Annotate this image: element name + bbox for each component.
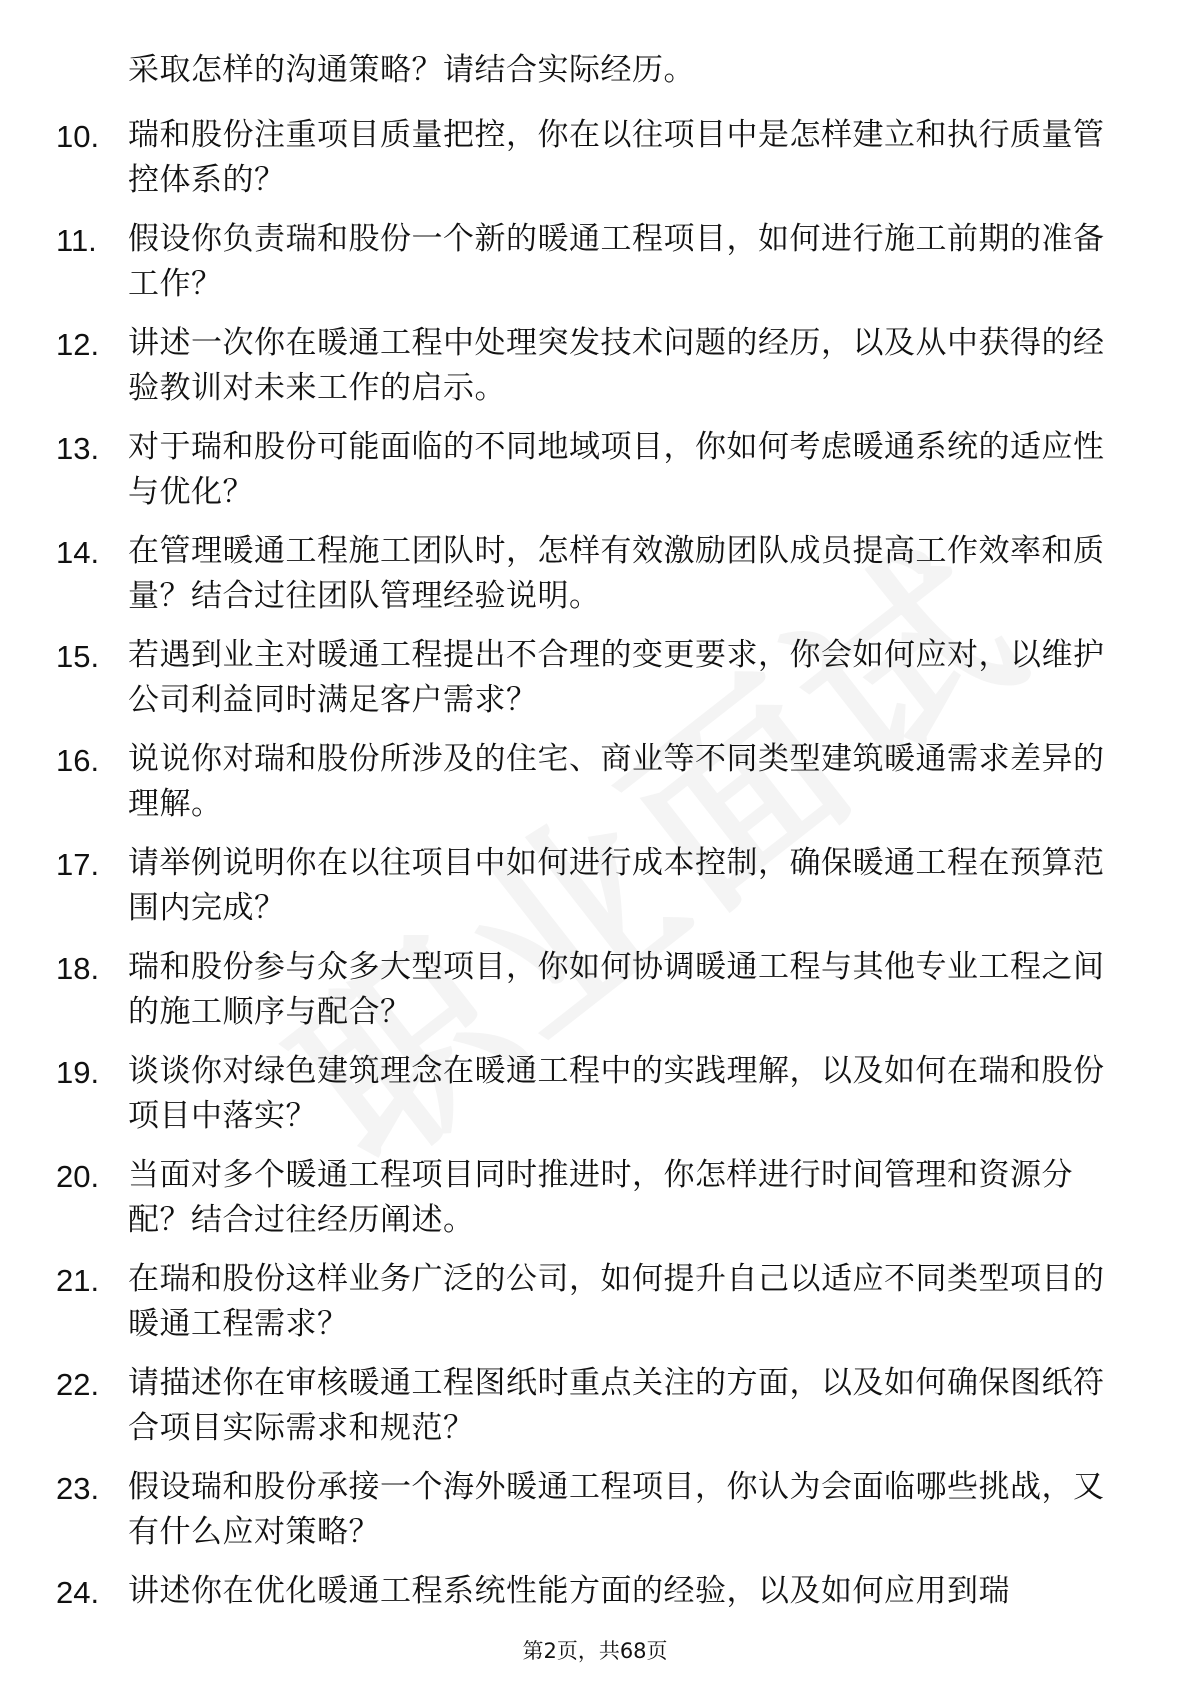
list-item <box>0 633 1190 737</box>
list-item <box>0 1257 1190 1361</box>
question-text: 对于瑞和股份可能面临的不同地域项目，你如何考虑暖通系统的适应性与优化？ <box>128 429 1105 510</box>
question-text: 在管理暖通工程施工团队时，怎样有效激励团队成员提高工作效率和质量？结合过往团队管理经验说明。 <box>128 533 1105 614</box>
question-text: 请描述你在审核暖通工程图纸时重点关注的方面，以及如何确保图纸符合项目实际需求和规范？ <box>128 1365 1105 1446</box>
question-number: 15. <box>56 639 100 674</box>
list-item <box>0 1153 1190 1257</box>
list-item <box>0 737 1190 841</box>
question-text: 假设瑞和股份承接一个海外暖通工程项目，你认为会面临哪些挑战，又有什么应对策略？ <box>128 1469 1105 1550</box>
question-number: 19. <box>56 1055 100 1090</box>
question-number: 20. <box>56 1159 100 1194</box>
list-item <box>0 217 1190 321</box>
question-text: 说说你对瑞和股份所涉及的住宅、商业等不同类型建筑暖通需求差异的理解。 <box>128 741 1105 822</box>
question-text: 瑞和股份注重项目质量把控，你在以往项目中是怎样建立和执行质量管控体系的？ <box>128 117 1105 198</box>
question-number: 13. <box>56 431 100 466</box>
question-number: 18. <box>56 951 100 986</box>
list-item <box>0 321 1190 425</box>
question-text: 瑞和股份参与众多大型项目，你如何协调暖通工程与其他专业工程之间的施工顺序与配合？ <box>128 949 1105 1030</box>
question-number: 21. <box>56 1263 100 1298</box>
question-number: 23. <box>56 1471 100 1506</box>
question-number: 11. <box>56 223 97 258</box>
question-text: 当面对多个暖通工程项目同时推进时，你怎样进行时间管理和资源分配？结合过往经历阐述。 <box>128 1157 1073 1238</box>
list-item <box>0 425 1190 529</box>
list-item <box>0 113 1190 217</box>
question-text: 讲述一次你在暖通工程中处理突发技术问题的经历，以及从中获得的经验教训对未来工作的启示。 <box>128 325 1105 406</box>
question-number: 22. <box>56 1367 100 1402</box>
question-text: 谈谈你对绿色建筑理念在暖通工程中的实践理解，以及如何在瑞和股份项目中落实？ <box>128 1053 1105 1134</box>
question-number: 14. <box>56 535 100 570</box>
question-text: 在瑞和股份这样业务广泛的公司，如何提升自己以适应不同类型项目的暖通工程需求？ <box>128 1261 1105 1342</box>
question-number: 10. <box>56 119 100 154</box>
question-list <box>0 113 1190 1673</box>
page-number-footer: 第2页，共68页 <box>522 1639 668 1663</box>
list-item <box>0 1049 1190 1153</box>
continued-question-text: 采取怎样的沟通策略？请结合实际经历。 <box>128 52 695 88</box>
question-number: 24. <box>56 1575 100 1610</box>
list-item <box>0 529 1190 633</box>
list-item <box>0 1465 1190 1569</box>
question-text: 若遇到业主对暖通工程提出不合理的变更要求，你会如何应对，以维护公司利益同时满足客户需求？ <box>128 637 1105 718</box>
list-item <box>0 841 1190 945</box>
question-number: 16. <box>56 743 100 778</box>
list-item <box>0 1361 1190 1465</box>
list-item <box>0 945 1190 1049</box>
question-text: 讲述你在优化暖通工程系统性能方面的经验，以及如何应用到瑞 <box>128 1573 1010 1609</box>
question-text: 假设你负责瑞和股份一个新的暖通工程项目，如何进行施工前期的准备工作？ <box>128 221 1105 302</box>
question-number: 17. <box>56 847 100 882</box>
question-number: 12. <box>56 327 100 362</box>
question-text: 请举例说明你在以往项目中如何进行成本控制，确保暖通工程在预算范围内完成？ <box>128 845 1105 926</box>
